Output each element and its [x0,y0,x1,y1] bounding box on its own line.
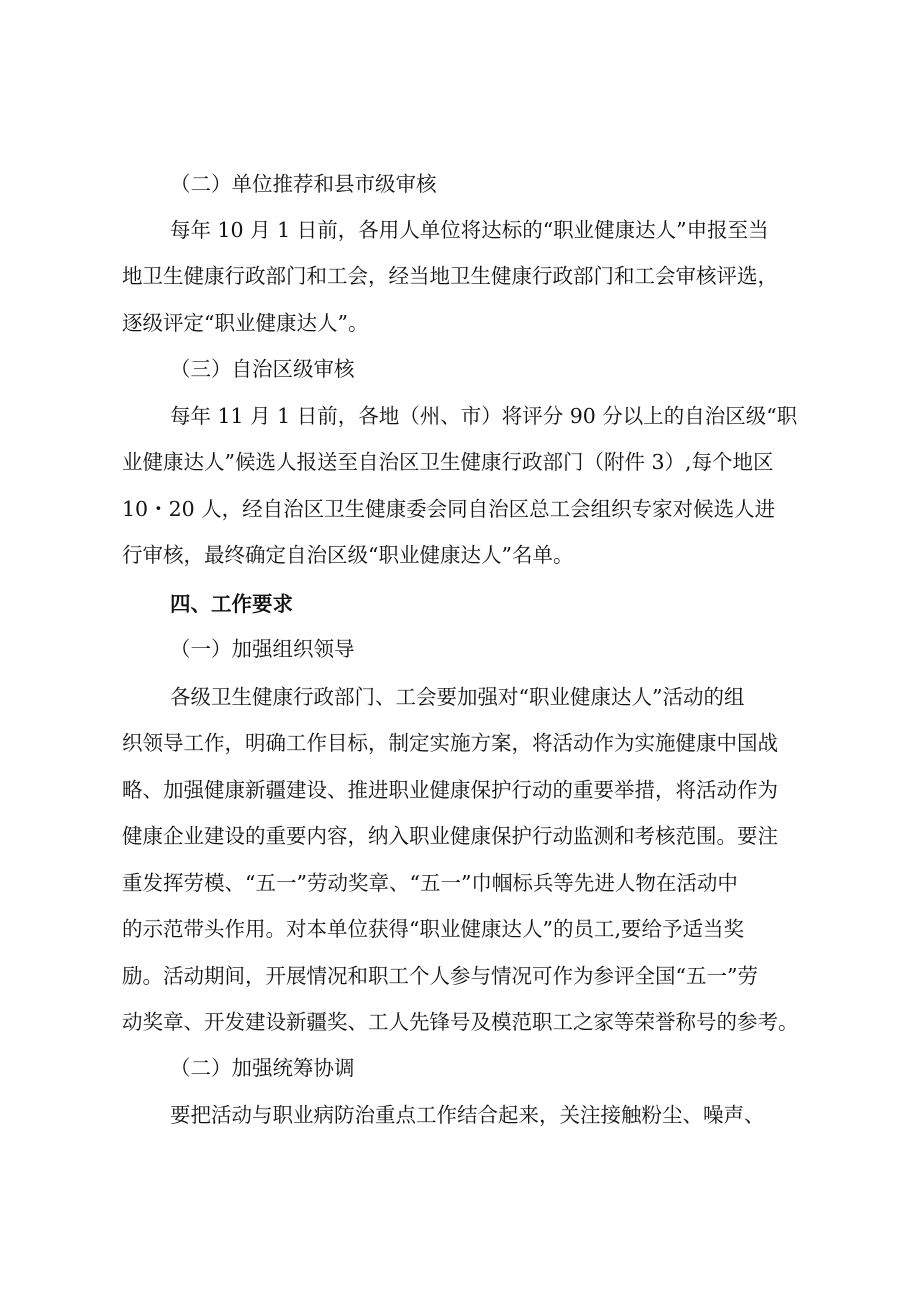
paragraph-line: 重发挥劳模、“五一”劳动奖章、“五一”巾帼标兵等先进人物在活动中 [122,871,738,895]
paragraph-line: 略、加强健康新疆建设、推进职业健康保护行动的重要举措，将活动作为 [122,778,778,802]
paragraph-line: 励。活动期间，开展情况和职工个人参与情况可作为参评全国“五一”劳 [122,964,758,988]
paragraph-line: 每年 11 月 1 日前，各地（州、市）将评分 90 分以上的自治区级“职 [170,404,798,428]
paragraph-line: 每年 10 月 1 日前，各用人单位将达标的“职业健康达人”申报至当 [170,218,769,242]
section-heading-strengthen-coordination: （二）加强统筹协调 [170,1056,355,1080]
paragraph-line: 10・20 人，经自治区卫生健康委会同自治区总工会组织专家对候选人进 [122,497,776,521]
chapter-heading-work-requirements: 四、工作要求 [170,592,293,616]
paragraph-line: 地卫生健康行政部门和工会，经当地卫生健康行政部门和工会审核评选， [122,264,778,288]
paragraph-line: 健康企业建设的重要内容，纳入职业健康保护行动监测和考核范围。要注 [122,824,778,848]
section-heading-unit-recommendation: （二）单位推荐和县市级审核 [170,172,437,196]
paragraph-line: 的示范带头作用。对本单位获得“职业健康达人”的员工,要给予适当奖 [122,917,744,941]
section-heading-autonomous-region-review: （三）自治区级审核 [170,357,355,381]
paragraph-line: 动奖章、开发建设新疆奖、工人先锋号及模范职工之家等荣誉称号的参考。 [122,1010,799,1034]
paragraph-line: 行审核，最终确定自治区级“职业健康达人”名单。 [122,543,574,567]
paragraph-line: 各级卫生健康行政部门、工会要加强对“职业健康达人”活动的组 [170,685,745,709]
paragraph-line: 要把活动与职业病防治重点工作结合起来，关注接触粉尘、噪声、 [170,1103,765,1127]
paragraph-line: 业健康达人”候选人报送至自治区卫生健康行政部门（附件 3）,每个地区 [122,450,774,474]
paragraph-line: 逐级评定“职业健康达人”。 [122,311,369,335]
section-heading-strengthen-leadership: （一）加强组织领导 [170,637,355,661]
paragraph-line: 织领导工作，明确工作目标，制定实施方案，将活动作为实施健康中国战 [122,731,778,755]
